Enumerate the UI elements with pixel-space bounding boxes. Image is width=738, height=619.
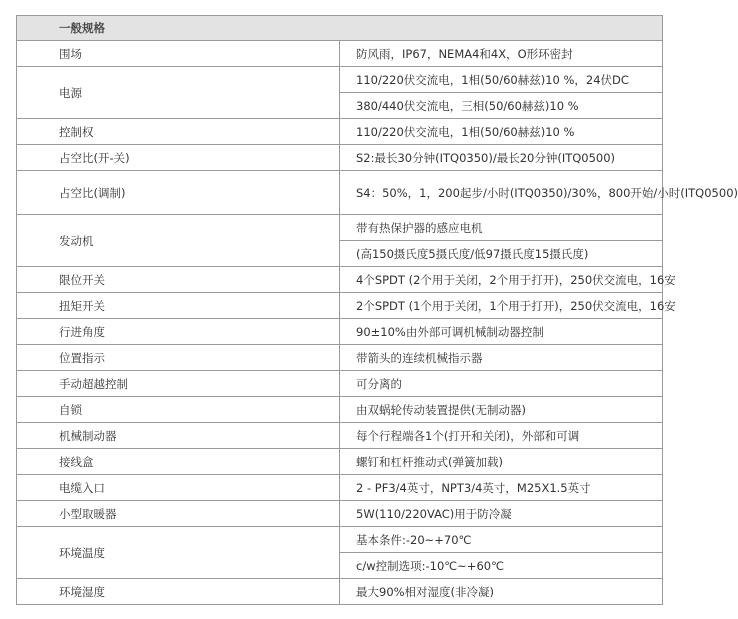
spec-value: 每个行程端各1个(打开和关闭)，外部和可调 — [340, 423, 663, 449]
spec-label: 接线盒 — [17, 449, 340, 475]
spec-row-travel-angle — [17, 319, 663, 345]
spec-row-duty-modulating — [17, 171, 663, 215]
spec-value: 2 - PF3/4英寸，NPT3/4英寸，M25X1.5英寸 — [340, 475, 663, 501]
spec-label: 小型取暖器 — [17, 501, 340, 527]
spec-table-body — [17, 16, 738, 605]
spec-value: 4个SPDT (2个用于关闭，2个用于打开)，250伏交流电，16安 — [340, 267, 663, 293]
spec-value: 最大90%相对湿度(非冷凝) — [340, 579, 663, 605]
table-header-title: 一般规格 — [17, 16, 663, 41]
spec-label: 限位开关 — [17, 267, 340, 293]
spec-value: 带有热保护器的感应电机 — [340, 215, 663, 241]
spec-value: 2个SPDT (1个用于关闭，1个用于打开)，250伏交流电，16安 — [340, 293, 663, 319]
spec-label: 占空比(开-关) — [17, 145, 340, 171]
spec-label: 围场 — [17, 41, 340, 67]
spec-value: S2:最长30分钟(ITQ0350)/最长20分钟(ITQ0500) — [340, 145, 663, 171]
spec-row-torque-switch — [17, 293, 663, 319]
spec-value: 90±10%由外部可调机械制动器控制 — [340, 319, 663, 345]
spec-row-space-heater — [17, 501, 663, 527]
spec-row-mechanical-stop — [17, 423, 663, 449]
spec-label: 电源 — [17, 67, 340, 119]
spec-row-position-indicator — [17, 345, 663, 371]
spec-value: 110/220伏交流电，1相(50/60赫兹)10 % — [340, 119, 663, 145]
spec-row-limit-switch — [17, 267, 663, 293]
spec-row-self-locking — [17, 397, 663, 423]
spec-label: 占空比(调制) — [17, 171, 340, 215]
spec-label: 位置指示 — [17, 345, 340, 371]
spec-value: c/w控制选项:-10℃~+60℃ — [340, 553, 663, 579]
spec-label: 机械制动器 — [17, 423, 340, 449]
spec-value: 110/220伏交流电，1相(50/60赫兹)10 %，24伏DC — [340, 67, 663, 93]
spec-label: 环境湿度 — [17, 579, 340, 605]
spec-row-ambient-humidity — [17, 579, 663, 605]
spec-row-cable-entry — [17, 475, 663, 501]
spec-label: 控制权 — [17, 119, 340, 145]
spec-value: S4：50%，1，200起步/小时(ITQ0350)/30%，800开始/小时(ITQ0500) — [356, 185, 738, 200]
spec-value: 防风雨，IP67，NEMA4和4X，O形环密封 — [340, 41, 663, 67]
spec-value-wrap — [340, 171, 738, 215]
spec-label: 发动机 — [17, 215, 340, 267]
spec-value: 基本条件:-20~+70℃ — [340, 527, 663, 553]
spec-row-manual-override — [17, 371, 663, 397]
general-spec-table — [16, 15, 738, 605]
spec-row-motor — [17, 215, 663, 241]
spec-label: 扭矩开关 — [17, 293, 340, 319]
spec-label: 环境温度 — [17, 527, 340, 579]
spec-label: 手动超越控制 — [17, 371, 340, 397]
spec-value: (高150摄氏度5摄氏度/低97摄氏度15摄氏度) — [340, 241, 663, 267]
spec-row-control — [17, 119, 663, 145]
spec-row-duty-onoff — [17, 145, 663, 171]
spec-value: 带箭头的连续机械指示器 — [340, 345, 663, 371]
spec-label: 电缆入口 — [17, 475, 340, 501]
spec-label: 自锁 — [17, 397, 340, 423]
spec-label: 行进角度 — [17, 319, 340, 345]
spec-row-enclosure — [17, 41, 663, 67]
spec-value: 5W(110/220VAC)用于防冷凝 — [340, 501, 663, 527]
spec-value: 螺钉和杠杆推动式(弹簧加载) — [340, 449, 663, 475]
spec-value: 可分离的 — [340, 371, 663, 397]
spec-row-power — [17, 67, 663, 93]
spec-value: 380/440伏交流电，三相(50/60赫兹)10 % — [340, 93, 663, 119]
table-header-row — [17, 16, 663, 41]
spec-row-terminal-box — [17, 449, 663, 475]
spec-value: 由双蜗轮传动装置提供(无制动器) — [340, 397, 663, 423]
spec-row-ambient-temp — [17, 527, 663, 553]
